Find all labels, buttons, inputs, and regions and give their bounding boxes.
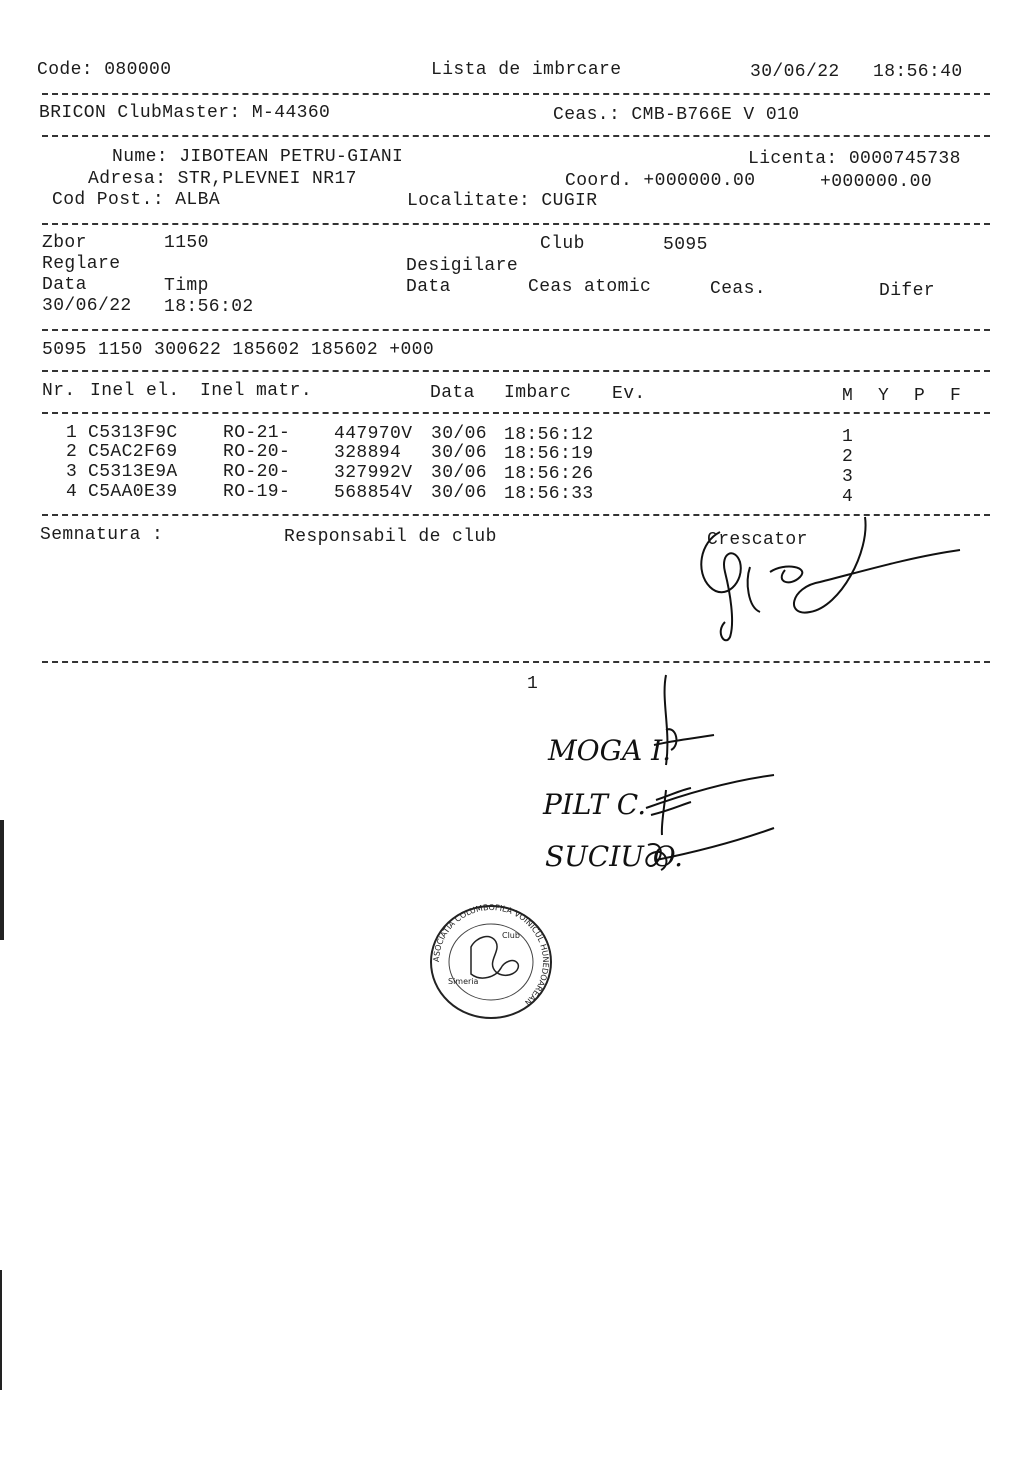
document-time: 18:56:40 [873,62,963,82]
reglare-label: Reglare [42,254,121,274]
col-inel-matr: Inel matr. [200,381,313,401]
scan-edge [0,820,4,940]
scan-edge [0,1270,2,1390]
owner-license: Licenta: 0000745738 [748,149,961,169]
divider [42,370,990,372]
row-nr: 2 [66,442,78,462]
row-inel-matr: RO-19- [223,482,291,502]
row-m: 2 [842,447,854,467]
document-code: Code: 080000 [37,60,172,80]
row-nr: 4 [66,482,78,502]
row-inel-matr: RO-20- [223,462,291,482]
col-m: M [842,386,854,406]
divider [42,661,990,663]
responsabil-label: Responsabil de club [284,527,497,547]
crescator-label: Crescator [707,530,808,550]
divider [42,412,990,414]
page-number: 1 [527,674,539,694]
data-label: Data [42,275,87,295]
col-f: F [950,386,962,406]
svg-text:ASOCIATIA COLUMBOFILA VOINICUL: ASOCIATIA COLUMBOFILA VOINICUL HUNEDOAREAN [431,902,551,1008]
divider [42,223,990,225]
row-nr: 1 [66,423,78,443]
zbor-value: 1150 [164,233,209,253]
row-imbarc: 18:56:12 [504,425,594,445]
zbor-label: Zbor [42,233,87,253]
row-inel-matr: RO-20- [223,442,291,462]
col-ev: Ev. [612,384,646,404]
row-nr: 3 [66,462,78,482]
semnatura-label: Semnatura : [40,525,164,545]
svg-text:Club: Club [502,931,520,940]
owner-postal: Cod Post.: ALBA [52,190,221,210]
handwritten-name-3: SUCIU O. [545,840,683,873]
row-matr-no: 328894 [334,443,402,463]
owner-locality: Localitate: CUGIR [407,191,598,211]
row-m: 3 [842,467,854,487]
document-title: Lista de imbrcare [431,60,622,80]
ceas-atomic-label: Ceas atomic [528,277,652,297]
row-data: 30/06 [431,463,488,483]
col-data: Data [430,383,475,403]
data-value: 30/06/22 [42,296,132,316]
row-inel-el: C5313F9C [88,423,178,443]
col-imbarc: Imbarc [504,383,572,403]
divider [42,135,990,137]
difer-label: Difer [879,281,936,301]
col-nr: Nr. [42,381,76,401]
divider [42,329,990,331]
owner-address: Adresa: STR,PLEVNEI NR17 [88,169,357,189]
ceas-label: Ceas. [710,279,767,299]
clubmaster-id: BRICON ClubMaster: M-44360 [39,103,331,123]
row-inel-el: C5AA0E39 [88,482,178,502]
timp-label: Timp [164,276,209,296]
row-data: 30/06 [431,424,488,444]
col-inel-el: Inel el. [90,381,180,401]
handwritten-initials [636,670,786,890]
desigilare-label: Desigilare [406,256,519,276]
row-m: 4 [842,487,854,507]
row-imbarc: 18:56:33 [504,484,594,504]
document-date: 30/06/22 [750,62,840,82]
summary-line: 5095 1150 300622 185602 185602 +000 [42,340,435,360]
club-stamp [426,902,556,1022]
club-label: Club [540,234,585,254]
row-imbarc: 18:56:19 [504,444,594,464]
row-inel-el: C5313E9A [88,462,178,482]
row-imbarc: 18:56:26 [504,464,594,484]
row-inel-matr: RO-21- [223,423,291,443]
row-data: 30/06 [431,443,488,463]
col-p: P [914,386,926,406]
owner-coord2: +000000.00 [820,172,933,192]
row-data: 30/06 [431,483,488,503]
crescator-signature [690,512,980,652]
handwritten-name-2: PILT C. [543,788,647,821]
col-y: Y [878,386,890,406]
owner-name: Nume: JIBOTEAN PETRU-GIANI [112,147,404,167]
data2-label: Data [406,277,451,297]
handwritten-name-1: MOGA I. [548,734,672,767]
row-matr-no: 327992V [334,463,413,483]
clock-id: Ceas.: CMB-B766E V 010 [553,105,800,125]
row-inel-el: C5AC2F69 [88,442,178,462]
svg-text:Simeria: Simeria [448,977,479,986]
divider [42,93,990,95]
row-m: 1 [842,427,854,447]
club-value: 5095 [663,235,708,255]
owner-coord: Coord. +000000.00 [565,171,756,191]
row-matr-no: 568854V [334,483,413,503]
timp-value: 18:56:02 [164,297,254,317]
row-matr-no: 447970V [334,424,413,444]
